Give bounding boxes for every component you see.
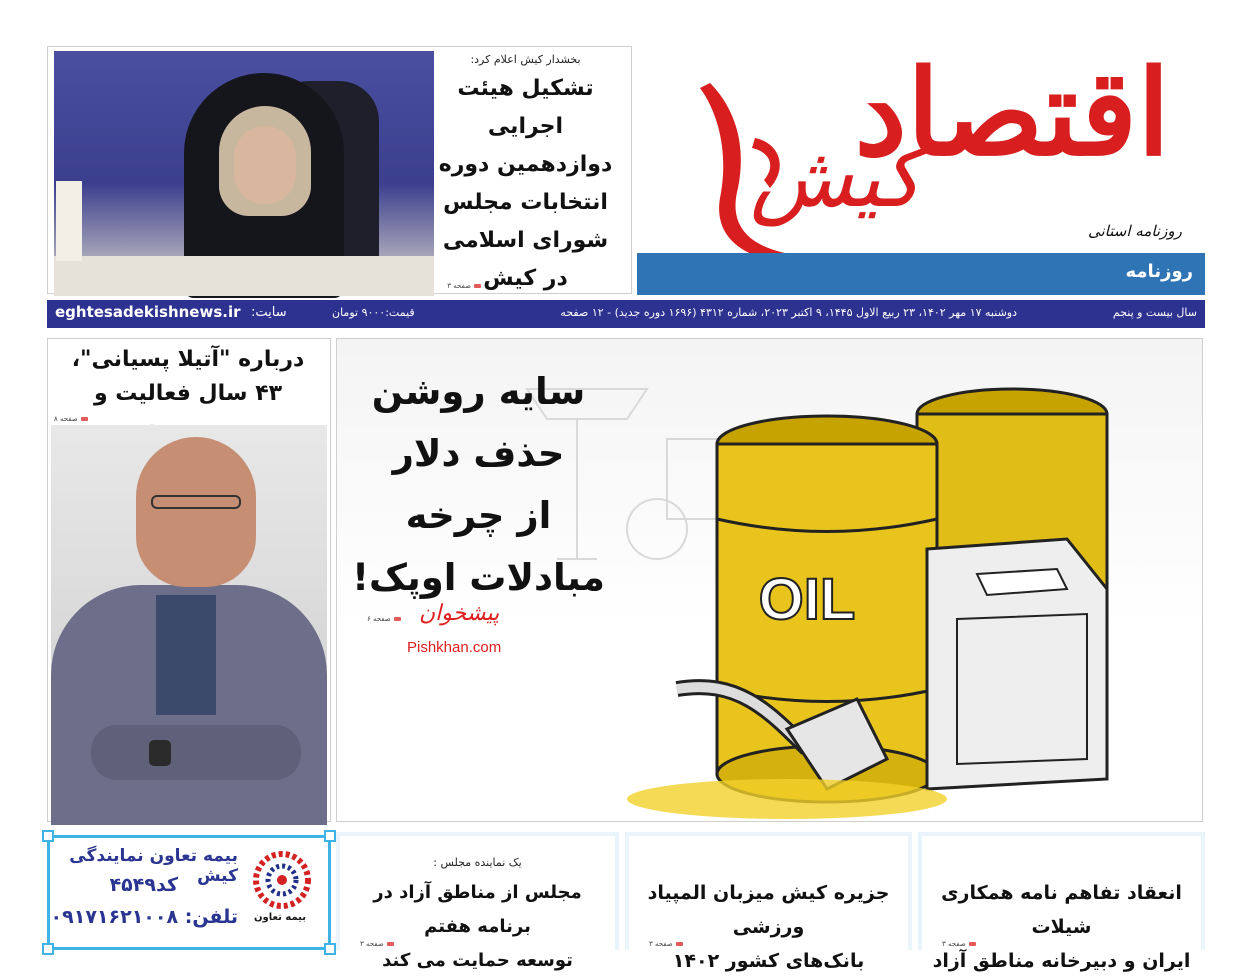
bottom-story-card[interactable] [336, 832, 619, 971]
page-marker-icon [969, 942, 976, 946]
headline-line: بانک‌های کشور ۱۴۰۲ [672, 950, 865, 972]
bottom-story-kicker: یک نماینده مجلس : [433, 856, 522, 869]
page-reference[interactable]: صفحه ۳ [649, 940, 683, 948]
insurance-ad[interactable] [47, 835, 331, 950]
headline-line: انعقاد تفاهم نامه همکاری شیلات [941, 882, 1182, 938]
headline-line: جزیره کیش میزبان المپیاد ورزشی [647, 882, 890, 938]
feature-story-box[interactable] [47, 338, 331, 822]
ad-logo-label: بیمه تعاون [254, 912, 306, 923]
top-story-box[interactable] [47, 46, 632, 294]
page-marker-icon [81, 417, 88, 421]
headline-line: دوازدهمین دوره [438, 152, 613, 177]
watch-icon [149, 740, 171, 766]
headline-line: مجلس از مناطق آزاد در برنامه هفتم [373, 882, 582, 937]
watermark-persian: پیشخوان [419, 601, 500, 626]
page-marker-icon [387, 942, 394, 946]
main-story-box[interactable] [336, 338, 1203, 822]
insurance-logo-icon [252, 850, 312, 910]
ad-code: کد۴۵۴۹ [109, 874, 178, 896]
ad-title: بیمه تعاون نمایندگی کیش [69, 846, 238, 886]
headline-line: ۴۳ سال فعالیت و [93, 381, 283, 406]
headline-line: انتخابات مجلس [443, 190, 608, 215]
bottom-story-card[interactable] [625, 832, 912, 972]
headline-line: تشکیل هیئت اجرایی [457, 76, 594, 139]
page-reference[interactable]: صفحه ۶ [367, 615, 401, 623]
headline-line: حذف دلار [392, 432, 565, 475]
top-story-photo [54, 51, 434, 291]
bottom-story-headline[interactable] [633, 876, 904, 978]
watermark-link[interactable]: Pishkhan.com [407, 639, 502, 656]
headline-line: توسعه حمایت می کند [382, 950, 573, 971]
barrel-oil-label: OIL [758, 567, 856, 632]
ad-phone[interactable]: تلفن: ۰۹۱۷۱۶۲۱۰۰۸ [50, 906, 238, 928]
bottom-story-card[interactable] [918, 832, 1205, 972]
bottom-story-headline[interactable] [344, 876, 611, 978]
oil-barrel-illustration [507, 359, 1204, 823]
page-reference[interactable]: صفحه ۳ [360, 940, 394, 948]
top-story-headline[interactable] [428, 70, 623, 298]
website-link[interactable]: eghtesadekishnews.ir [55, 303, 241, 321]
page-reference[interactable]: صفحه ۸ [54, 415, 88, 423]
info-site-label: سایت: [251, 305, 287, 320]
masthead-name-kish: کیش [750, 128, 923, 226]
info-price: قیمت:۹۰۰۰ تومان [332, 306, 415, 319]
masthead-name-eghtesad: اقتصاد [854, 43, 1170, 182]
daily-bar [637, 253, 1205, 295]
info-year: سال بیست و پنجم [1112, 306, 1197, 319]
info-date-issue: دوشنبه ۱۷ مهر ۱۴۰۲، ۲۳ ربیع الاول ۱۴۴۵، ۹ اکتبر ۲۰۲۳، شماره ۴۳۱۲ (۱۶۹۶ دوره جدید) - ۱۲ صفحه [560, 306, 1017, 319]
top-story-kicker: بخشدار کیش اعلام کرد: [470, 53, 581, 66]
headline-line: شورای اسلامی [442, 228, 609, 253]
masthead-subtitle: روزنامه استانی [1088, 222, 1182, 240]
headline-line: در کیش [483, 266, 568, 291]
page-marker-icon [676, 942, 683, 946]
headline-line: از چرخه [405, 494, 552, 537]
top-story-text [428, 53, 623, 298]
page-marker-icon [394, 617, 401, 621]
page-reference[interactable]: صفحه ۳ [447, 282, 481, 290]
headline-line: درباره "آتیلا پسیانی"، [71, 347, 305, 372]
page-marker-icon [474, 284, 481, 288]
info-bar [47, 300, 1205, 328]
feature-portrait-photo [51, 425, 327, 819]
main-headline[interactable] [351, 361, 606, 609]
headline-line: ایران و دبیرخانه مناطق آزاد [932, 950, 1191, 972]
bottom-story-headline[interactable] [926, 876, 1197, 978]
headline-line: مبادلات اوپک! [352, 556, 605, 599]
page-reference[interactable]: صفحه ۳ [942, 940, 976, 948]
headline-line: سایه روشن [371, 370, 586, 413]
daily-label: روزنامه [1125, 261, 1193, 282]
